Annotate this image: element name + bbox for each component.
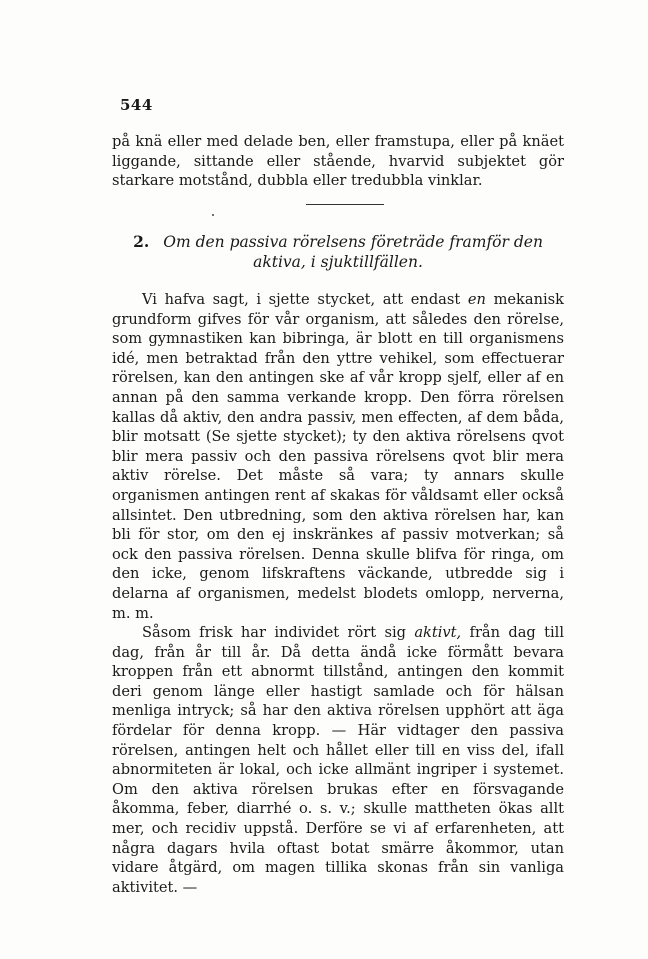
paragraph-2-after: från dag till dag, från år till år. Då detta ändå icke förmått bevara kroppen från ett abnormt tillstånd, antingen den kommit deri genom länge eller hastigt samlade och för hälsan menliga intryck; så har den aktiva rörelsen upphört att äga fördelar för denna kropp. — Här vidtager den passiva rörelsen, antingen helt och hållet eller till en viss del, ifall abnormiteten är lokal, och icke allmänt ingriper i systemet. Om den aktiva rörelsen brukas efter en försvagande åkomma, feber, diarrhé o. s. v.; skulle mattheten ökas allt mer, och recidiv uppstå. Derföre se vi af erfarenheten, att några dagars hvila oftast botat smärre åkommor, utan vidare åtgärd, om magen tillika skonas från sin vanliga aktivitet. — <box>112 624 564 896</box>
section-heading <box>112 232 564 272</box>
page-number: 544 <box>120 96 153 114</box>
paragraph-1-italic: en <box>467 291 486 308</box>
paragraph-2 <box>112 623 564 897</box>
body-text <box>112 290 564 897</box>
paragraph-1-before: Vi hafva sagt, i sjette stycket, att endast <box>142 291 468 308</box>
section-title: Om den passiva rörelsens företräde framför den aktiva, i sjuktillfällen. <box>163 233 543 271</box>
print-speck <box>212 214 214 216</box>
paragraph-1 <box>112 290 564 623</box>
section-number: 2. <box>133 232 150 251</box>
intro-paragraph-text: på knä eller med delade ben, eller framstupa, eller på knäet liggande, sittande eller stående, hvarvid subjektet gör starkare motstånd, dubbla eller tredubbla vinklar. <box>112 133 564 190</box>
paragraph-2-before: Såsom frisk har individet rört sig <box>142 624 415 642</box>
intro-paragraph <box>112 132 564 191</box>
section-divider <box>306 204 384 205</box>
paragraph-1-after: mekanisk grundform gifves för vår organism, att således den rörelse, som gymnastiken kan bibringa, är blott en till organismens idé, men betraktad från den yttre vehikel, som effectuerar rörelsen, kan den antingen ske af vår kropp sjelf, eller af en annan på den samma verkande kropp. Den förra rörelsen kallas då aktiv, den andra passiv, men effecten, af dem båda, blir motsatt (Se sjette stycket); ty den aktiva rörelsens qvot blir mera passiv och den passiva rörelsens qvot blir mera aktiv rörelse. Det måste så vara; ty annars skulle organismen antingen rent af skakas för våldsamt eller också allsintet. Den utbredning, som den aktiva rörelsen har, kan bli för stor, om den ej inskränkes af passiv motverkan; så ock den passiva rörelsen. Denna skulle blifva för ringa, om den icke, genom lifskraftens väckande, utbredde sig i delarna af organismen, medelst blodets omlopp, nerverna, m. m. <box>112 291 564 622</box>
paragraph-2-italic: aktivt, <box>414 624 462 642</box>
